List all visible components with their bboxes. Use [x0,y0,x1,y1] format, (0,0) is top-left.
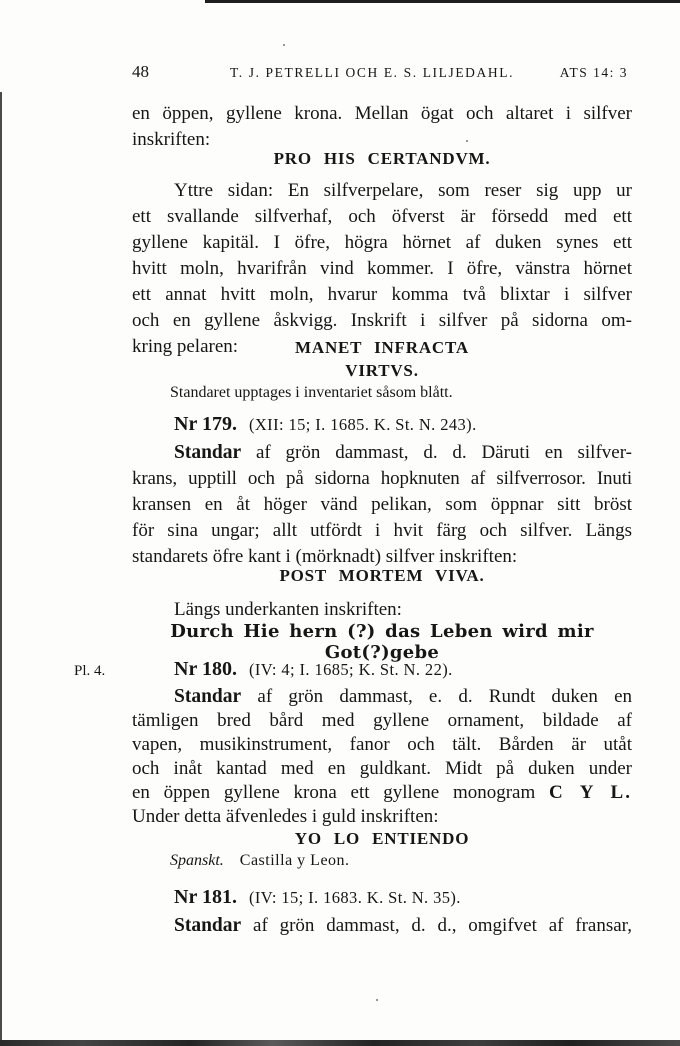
source-note [132,851,632,871]
fraktur-inscription: Durch Hie hern (?) das Leben wird mir Got(?)gebe [170,621,594,663]
source-text: Castilla y Leon. [239,852,350,869]
paragraph-line: kransen en åt höger vänd pelikan, som öppnar sitt bröst [132,494,632,515]
paragraph-line [132,685,632,709]
paragraph-line: ett svallande silfverhaf, och öfverst är försedd med ett [132,206,632,227]
paragraph-line: och inåt kantad med en guldkant. Midt på duken under [132,758,632,779]
yttre-sidan-paragraph [132,178,632,360]
entry-179-paragraph [132,440,632,570]
paragraph-line: Yttre sidan: En silfverpelare, som reser sig upp ur [174,180,632,201]
plate-margin-note: Pl. 4. [74,663,106,679]
entry-lead-word: Standar [174,915,242,936]
intro-paragraph [132,101,632,153]
entry-number: Nr 180. [174,658,237,680]
paragraph-line: standarets öfre kant i (mörknadt) silfver inskriften: [132,546,518,567]
entry-reference: (IV: 4; I. 1685; K. St. N. 22). [248,660,453,679]
paragraph-line: vapen, musikinstrument, fanor och tält. Bården är utåt [132,734,632,755]
paragraph-line: tämligen bred bård med gyllene ornament, bildade af [132,710,632,731]
scan-speck [283,44,285,46]
inscription-yo-lo: YO LO ENTIENDO [294,829,470,848]
entry-180-paragraph [132,685,632,829]
paragraph-line [132,440,632,466]
entry-lead-word: Standar [174,442,242,463]
paragraph-line-text: af grön dammast, d. d. Däruti en silfver- [256,442,632,463]
page-number: 48 [132,62,149,81]
source-language-label: Spanskt. [170,852,224,869]
paragraph-line: hvitt moln, hvarifrån vind kommer. I öfre, vänstra hörnet [132,258,632,279]
paragraph-line: och en gyllene åskvigg. Inskrift i silfver på sidorna om- [132,310,632,331]
entry-heading-181 [132,886,632,909]
page-header [132,62,632,80]
running-title: T. J. PETRELLI OCH E. S. LILJEDAHL. [229,65,515,80]
paragraph-line [132,913,632,939]
paragraph-line: gyllene kapitäl. I öfre, högra hörnet af duken synes ett [132,232,632,253]
entry-number: Nr 179. [174,413,237,435]
inscription-manet [132,336,632,382]
entry-heading-180 [132,658,632,681]
inventory-note: Standaret upptages i inventariet såsom blått. [170,384,453,401]
paragraph-line-text: af grön dammast, d. d., omgifvet af fransar, [253,915,633,936]
paragraph-line-text: en öppen gyllene krona ett gyllene monogram [132,782,536,803]
paragraph-line: krans, upptill och på sidorna hopknuten af silfverrosor. Inuti [132,468,632,489]
paragraph-line: kring pelaren: [132,336,239,357]
paragraph-line [132,781,632,805]
scan-edge-bottom [0,1040,680,1046]
paragraph-line: en öppen, gyllene krona. Mellan ögat och altaret i silfver [132,103,632,124]
inscription-post-mortem: POST MORTEM VIVA. [279,566,485,585]
scan-speck [376,999,378,1001]
entry-number: Nr 181. [174,886,237,908]
monogram: C Y L. [549,782,632,803]
paragraph-line: ett annat hvitt moln, hvarur komma två blixtar i silfver [132,284,632,305]
entry-heading-179 [132,413,632,436]
paragraph-line: för sina ungar; allt utfördt i hvit färg och silfver. Längs [132,520,632,541]
inscription-line: MANET INFRACTA [295,338,469,357]
paragraph-line-text: af grön dammast, e. d. Rundt duken en [257,686,632,707]
entry-reference: (XII: 15; I. 1685. K. St. N. 243). [248,415,477,434]
scan-edge-top [205,0,680,3]
paragraph-line: Under detta äfvenledes i guld inskriften: [132,806,439,827]
underkant-line-block [132,597,632,623]
scan-edge-left [0,92,2,1046]
paragraph-line: inskriften: [132,129,211,150]
entry-reference: (IV: 15; I. 1683. K. St. N. 35). [248,888,461,907]
volume-reference: ATS 14: 3 [559,65,628,80]
inscription-pro-his: PRO HIS CERTANDVM. [273,149,491,168]
entry-lead-word: Standar [174,686,242,707]
entry-181-paragraph [132,913,632,939]
inscription-line: VIRTVS. [345,361,419,380]
paragraph-line: Längs underkanten inskriften: [174,599,402,620]
